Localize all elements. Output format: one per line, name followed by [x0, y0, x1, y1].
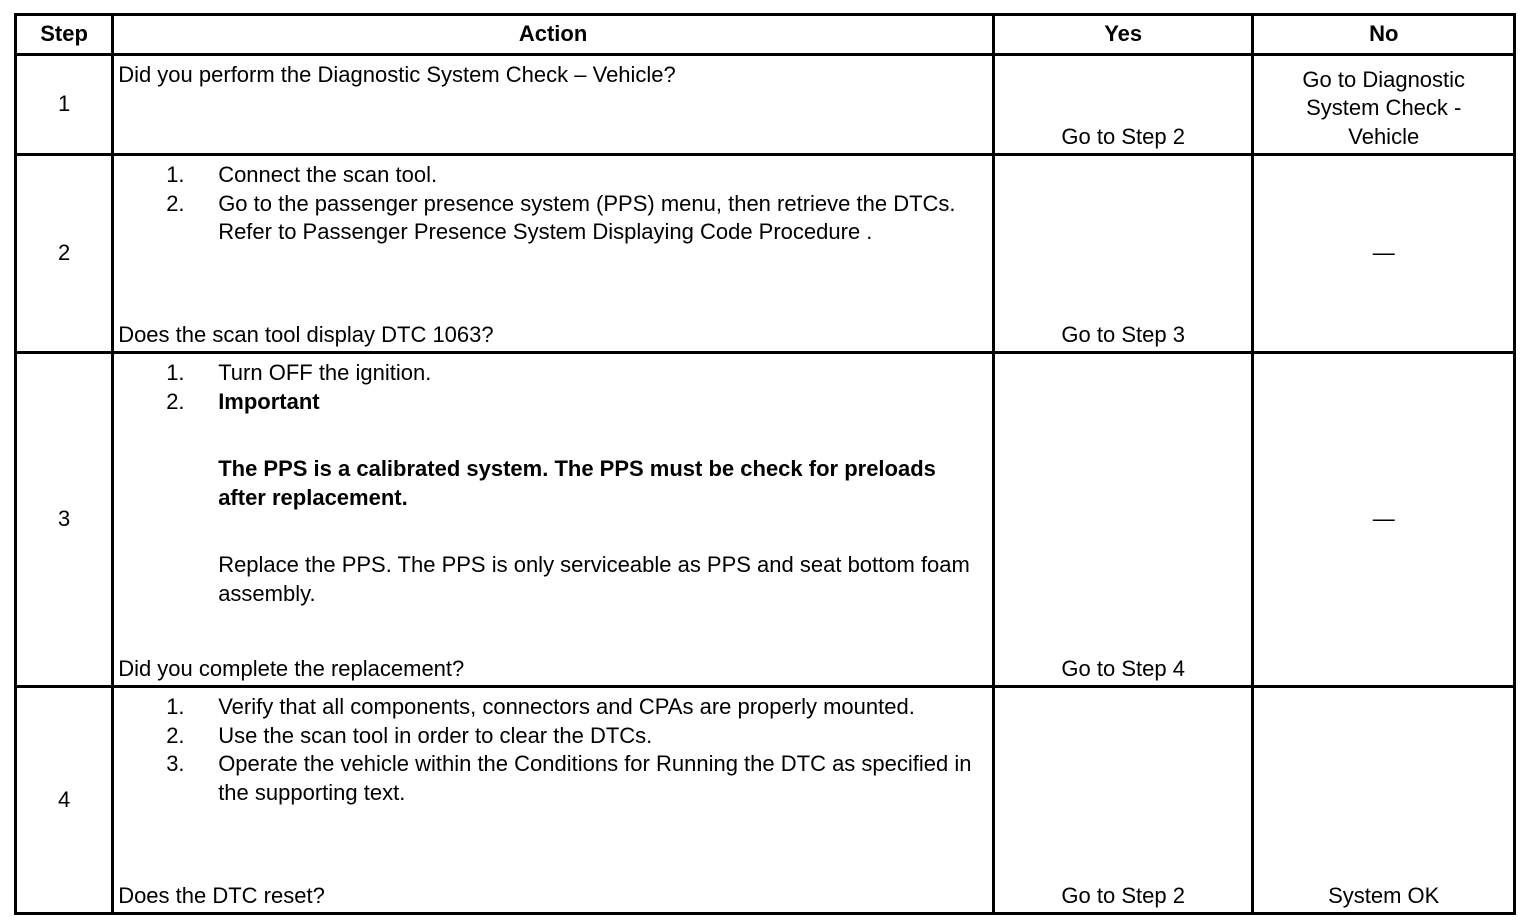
list-item-text: Turn OFF the ignition.: [218, 360, 432, 385]
action-cell: [113, 155, 994, 353]
step-number: 1: [16, 55, 113, 155]
header-no: No: [1253, 15, 1515, 55]
list-item: [118, 359, 988, 388]
no-result: —: [1253, 155, 1515, 353]
table-row-step-4: [16, 687, 1515, 914]
list-item-text: Connect the scan tool.: [218, 162, 438, 187]
header-yes: Yes: [993, 15, 1253, 55]
important-notice: The PPS is a calibrated system. The PPS must be check for preloads after replacement.: [218, 456, 936, 510]
no-result: System OK: [1253, 687, 1515, 914]
action-question: Does the scan tool display DTC 1063?: [118, 321, 494, 347]
list-item-number: 1.: [166, 162, 185, 187]
table-row-step-1: [16, 55, 1515, 155]
table-row-step-3: [16, 353, 1515, 687]
list-item-number: 3.: [166, 751, 185, 776]
list-item-number: 1.: [166, 360, 185, 385]
no-result: Go to Diagnostic System Check - Vehicle: [1253, 55, 1515, 155]
diagnostic-table: [14, 13, 1516, 915]
step-number: 3: [16, 353, 113, 687]
list-item-number: 1.: [166, 694, 185, 719]
action-question: Did you complete the replacement?: [118, 655, 465, 681]
list-item: [118, 161, 988, 190]
action-question: Does the DTC reset?: [118, 882, 325, 908]
spacer: [218, 512, 982, 551]
yes-result: Go to Step 2: [993, 55, 1253, 155]
yes-result: Go to Step 3: [993, 155, 1253, 353]
action-steps-list: [118, 359, 988, 608]
spacer: [218, 416, 982, 455]
list-item: [118, 388, 988, 609]
yes-result: Go to Step 4: [993, 353, 1253, 687]
list-item-number: 2.: [166, 722, 185, 748]
action-cell: [113, 687, 994, 914]
yes-result: Go to Step 2: [993, 687, 1253, 914]
list-item-content: [218, 388, 988, 609]
action-steps-list: [118, 693, 988, 807]
header-action: Action: [113, 15, 994, 55]
list-item: [118, 190, 988, 247]
action-cell: [113, 353, 994, 687]
list-item: [118, 722, 988, 751]
header-row: [16, 15, 1515, 55]
list-item-number: 2.: [166, 388, 185, 414]
step-number: 2: [16, 155, 113, 353]
action-steps-list: [118, 161, 988, 247]
important-label: Important: [218, 388, 320, 414]
action-question: Did you perform the Diagnostic System Check – Vehicle?: [118, 62, 676, 87]
no-result: —: [1253, 353, 1515, 687]
header-step: Step: [16, 15, 113, 55]
list-item-text: Go to the passenger presence system (PPS) menu, then retrieve the DTCs. Refer to Passenger Presence System Displaying Code Procedure .: [218, 190, 956, 244]
step-number: 4: [16, 687, 113, 914]
list-item-text: Replace the PPS. The PPS is only serviceable as PPS and seat bottom foam assembly.: [218, 552, 970, 606]
list-item: [118, 750, 988, 807]
list-item-text: Operate the vehicle within the Conditions for Running the DTC as specified in the supporting text.: [218, 751, 972, 805]
list-item-number: 2.: [166, 190, 185, 216]
list-item: [118, 693, 988, 722]
table-row-step-2: [16, 155, 1515, 353]
list-item-text: Use the scan tool in order to clear the DTCs.: [218, 722, 653, 748]
action-cell: [113, 55, 994, 155]
list-item-text: Verify that all components, connectors and CPAs are properly mounted.: [218, 694, 915, 719]
